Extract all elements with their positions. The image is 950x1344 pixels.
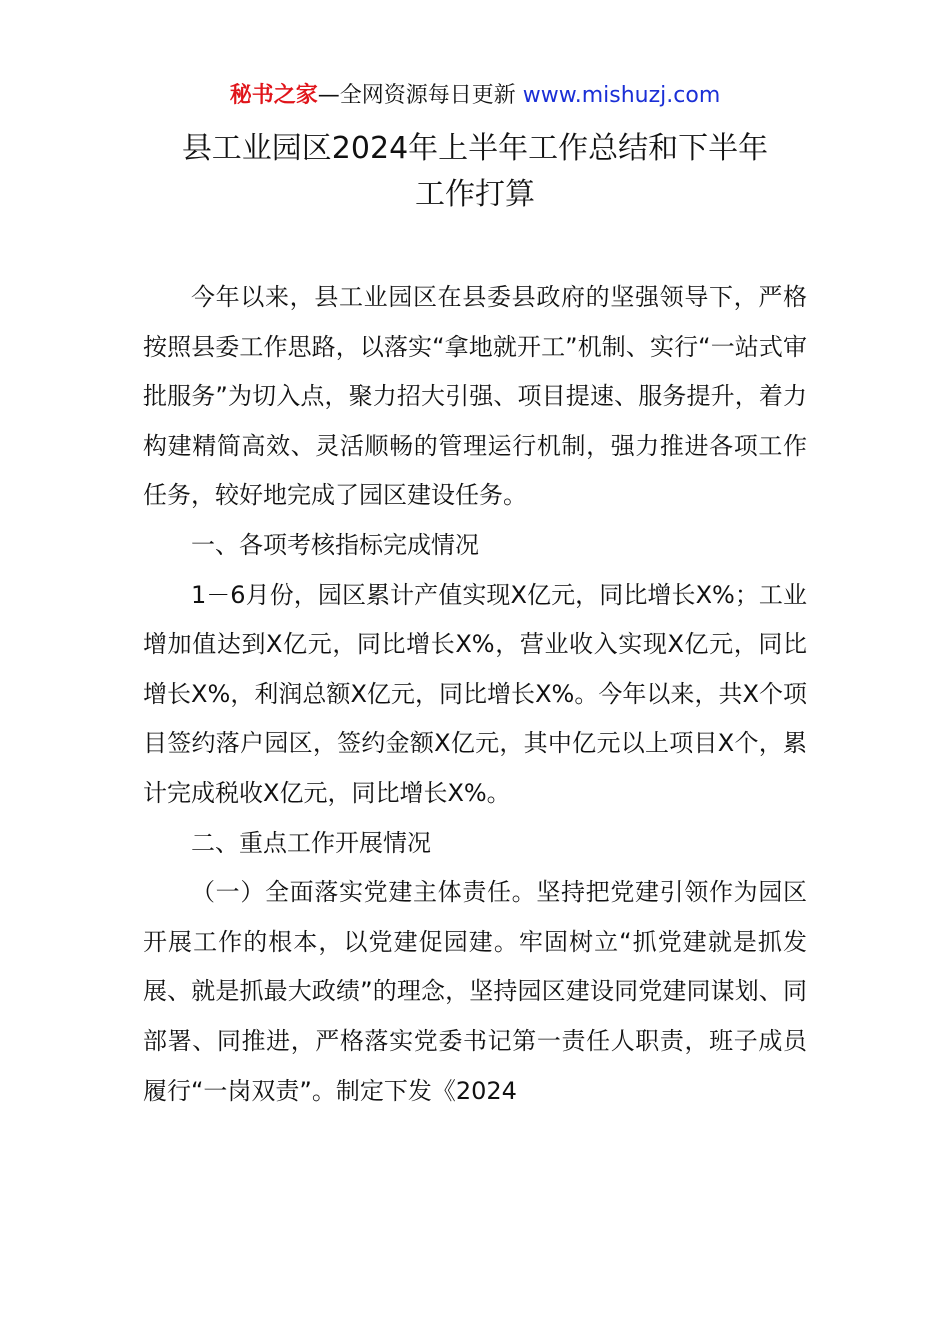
section-heading-1: 一、各项考核指标完成情况 (191, 530, 479, 559)
title-line-1: 县工业园区2024年上半年工作总结和下半年 (181, 131, 769, 166)
document-title (0, 126, 950, 218)
intro-paragraph: 今年以来，县工业园区在县委县政府的坚强领导下，严格按照县委工作思路，以落实“拿地就开工”机制、实行“一站式审批服务”为切入点，聚力招大引强、项目提速、服务提升，着力构建精简高效、灵活顺畅的管理运行机制，强力推进各项工作任务，较好地完成了园区建设任务。 (143, 283, 807, 510)
indicators-paragraph: 1－6月份，园区累计产值实现X亿元，同比增长X%；工业增加值达到X亿元，同比增长X%，营业收入实现X亿元，同比增长X%，利润总额X亿元，同比增长X%。今年以来，共X个项目签约落户园区，签约金额X亿元，其中亿元以上项目X个，累计完成税收X亿元，同比增长X%。 (143, 580, 807, 807)
document-body (143, 273, 807, 1116)
site-url-link[interactable]: www.mishuzj.com (522, 83, 721, 108)
party-building-paragraph: （一）全面落实党建主体责任。坚持把党建引领作为园区开展工作的根本，以党建促园建。牢固树立“抓党建就是抓发展、就是抓最大政绩”的理念，坚持园区建设同党建同谋划、同部署、同推进，严格落实党委书记第一责任人职责，班子成员履行“一岗双责”。制定下发《2024 (143, 878, 807, 1105)
section-heading-2: 二、重点工作开展情况 (191, 828, 431, 857)
brand-name: 秘书之家 (229, 83, 318, 108)
title-line-2: 工作打算 (415, 177, 535, 212)
site-tagline: —全网资源每日更新 (317, 83, 523, 108)
site-header (0, 80, 950, 112)
